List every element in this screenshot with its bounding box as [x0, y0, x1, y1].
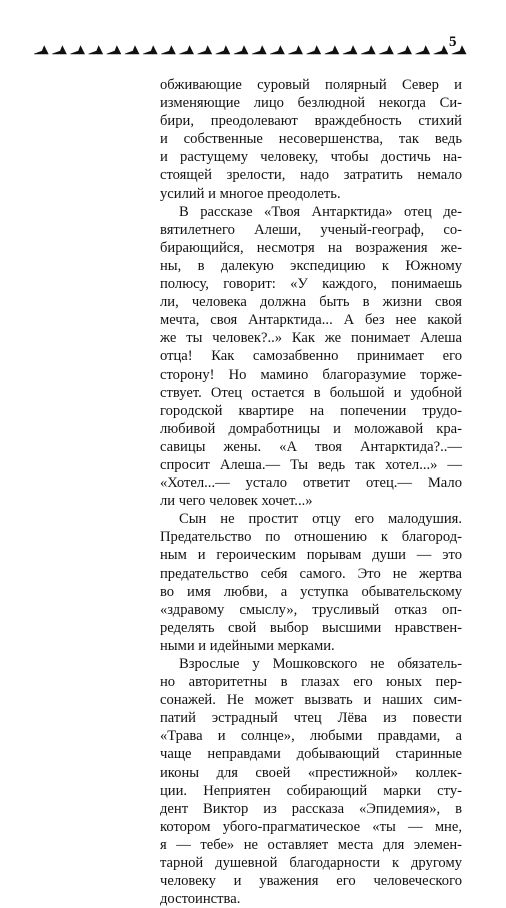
text-line: ствует. Отец остается в большой и удобной: [160, 384, 462, 401]
text-line: «Хотел...— устало ответит отец.— Мало: [160, 475, 462, 492]
text-line: ными и идейными мерками.: [160, 637, 335, 654]
ornament-mark: [161, 46, 175, 54]
text-line: ределять свой выбор высшими нравствен-: [160, 619, 462, 636]
ornamental-header-rule: [33, 43, 469, 57]
paragraph-4: [160, 655, 462, 908]
ornament-mark: [434, 46, 448, 54]
text-line: и растущему человеку, чтобы достичь на-: [160, 149, 462, 166]
page-number: 5: [449, 34, 457, 50]
ornament-mark: [270, 46, 284, 54]
text-line: спросит Алеша.— Ты ведь так хотел...» —: [160, 456, 462, 473]
text-line: человеку и уважения его человеческого: [160, 873, 462, 890]
text-line: Предательство по отношению к благород-: [160, 529, 462, 546]
text-line: савицы жены. «А твоя Антарктида?..—: [160, 438, 462, 455]
ornament-mark: [198, 46, 212, 54]
text-line: иконы для своей «престижной» коллек-: [160, 764, 462, 781]
ornament-mark: [252, 46, 266, 54]
text-line: но авторитетны в глазах его юных пер-: [160, 674, 462, 691]
text-line: «Трава и солнце», любыми правдами, а: [160, 728, 462, 745]
ornament-mark: [416, 46, 430, 54]
text-line: сторону! Но мамино благоразумие торже-: [160, 366, 462, 383]
ornament-mark: [452, 46, 466, 54]
ornament-mark: [288, 46, 302, 54]
ornament-mark: [107, 46, 121, 54]
text-line: В рассказе «Твоя Антарктида» отец де-: [179, 203, 462, 220]
text-line: городской квартире на попечении трудо-: [160, 402, 462, 419]
text-line: сонажей. Не может вызвать и наших сим-: [160, 692, 462, 709]
text-line: бири, преодолевают враждебность стихий: [160, 113, 462, 130]
text-line: стоящей зрелости, надо затратить немало: [160, 167, 462, 184]
text-line: ны, в далекую экспедицию к Южному: [160, 257, 462, 274]
text-line: ции. Неприятен собирающий марки сту-: [160, 782, 462, 799]
ornament-mark: [52, 46, 66, 54]
text-line: изменяющие лицо безлюдной некогда Си-: [160, 95, 462, 112]
text-line: Взрослые у Мошковского не обязатель-: [179, 656, 462, 672]
text-line: усилий и многое преодолеть.: [160, 185, 341, 202]
text-line: полюсу, говорит: «У каждого, понимаешь: [160, 276, 462, 293]
text-line: Сын не простит отцу его малодушия.: [179, 511, 462, 528]
ornament-mark: [143, 46, 157, 54]
text-line: вятилетнего Алеши, ученый-географ, со-: [160, 221, 462, 238]
ornament-mark: [379, 46, 393, 54]
body-text: [160, 76, 462, 908]
ornament-mark: [325, 46, 339, 54]
text-line: же ты человек?..» Как же понимает Алеша: [160, 330, 462, 347]
ornament-mark: [307, 46, 321, 54]
text-line: и собственные несовершенства, так ведь: [160, 131, 462, 148]
text-line: котором убого-прагматическое «ты — мне,: [160, 818, 462, 835]
text-line: чаще неправдами добывающий старинные: [160, 746, 462, 763]
ornament-mark: [70, 46, 84, 54]
text-line: любивой домработницы и моложавой кра-: [160, 420, 462, 437]
ornament-mark: [179, 46, 193, 54]
ornament-mark: [89, 46, 103, 54]
ornament-mark: [397, 46, 411, 54]
text-line: отца! Как самозабвенно принимает его: [160, 348, 462, 365]
ornament-mark: [34, 46, 48, 54]
text-line: достоинства.: [160, 891, 241, 908]
text-line: ли чего человек хочет...»: [160, 493, 313, 510]
ornament-mark: [125, 46, 139, 54]
ornament-mark: [361, 46, 375, 54]
text-line: дент Виктор из рассказа «Эпидемия», в: [160, 800, 462, 817]
text-line: патий эстрадный чтец Лёва из повести: [160, 710, 462, 727]
text-line: обживающие суровый полярный Север и: [160, 77, 462, 93]
ornament-mark: [234, 46, 248, 54]
text-line: во имя любви, а уступка обывательскому: [160, 583, 462, 600]
text-line: я — тебе» не оставляет места для элемен-: [160, 836, 462, 853]
paragraph-1: [160, 76, 462, 203]
text-line: ным и героическим порывам души — это: [160, 547, 462, 564]
ornament-mark: [343, 46, 357, 54]
text-line: «здравому смыслу», трусливый отказ оп-: [160, 601, 462, 618]
text-line: мечта, своя Антарктида... А без нее какой: [160, 312, 462, 329]
ornament-mark: [216, 46, 230, 54]
text-line: ли, человека должна быть в жизни своя: [160, 294, 462, 311]
paragraph-2: [160, 203, 462, 511]
text-line: тарной душевной благодарности к другому: [160, 855, 462, 872]
paragraph-3: [160, 510, 462, 655]
text-line: предательство себя самого. Это не жертва: [160, 565, 462, 582]
text-line: бирающийся, несмотря на возражения же-: [160, 239, 462, 256]
